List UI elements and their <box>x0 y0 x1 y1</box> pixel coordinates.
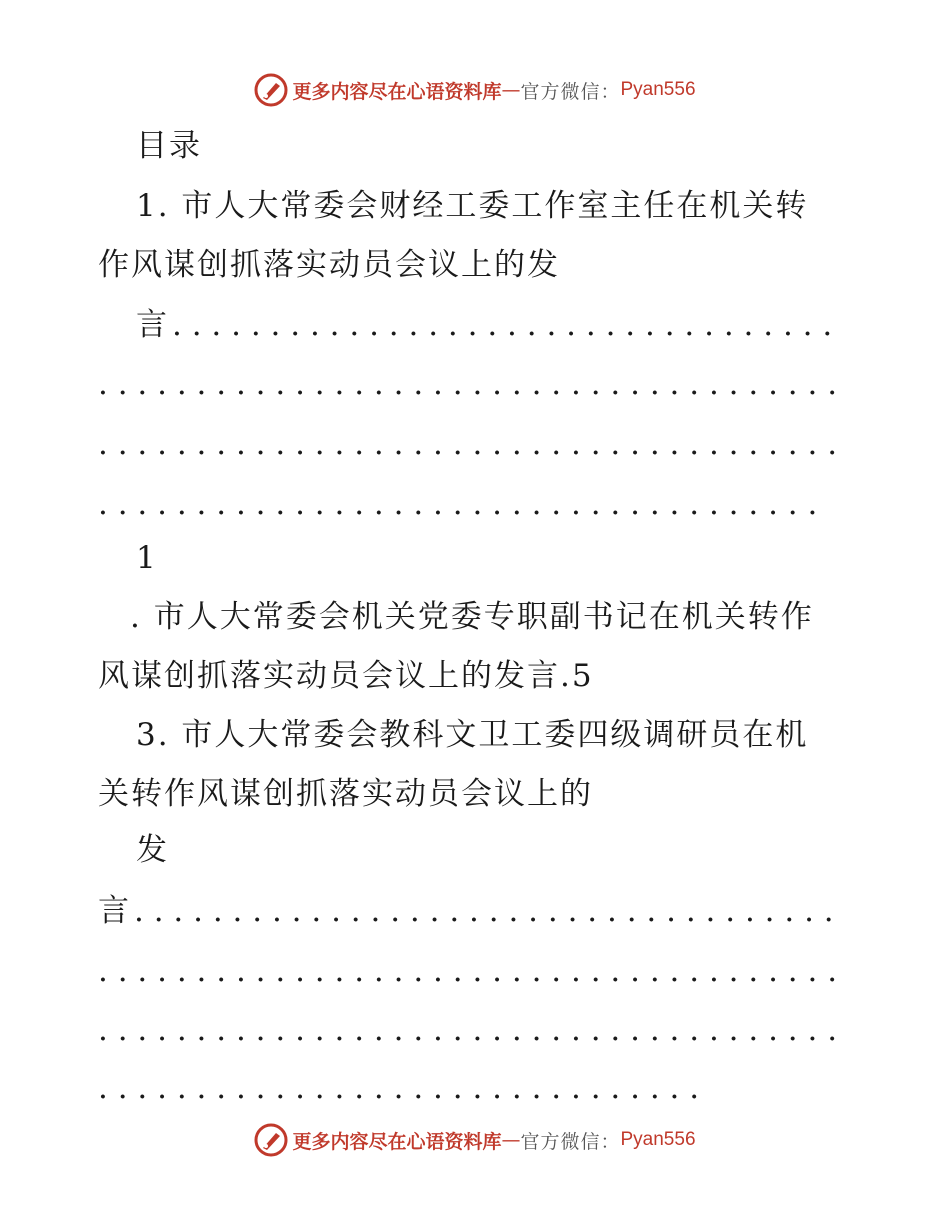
toc-entry-3-line-4: 言 <box>98 893 131 929</box>
toc-entry-3-line-2: 关转作风谋创抓落实动员会议上的 <box>98 776 593 812</box>
toc-heading: 目录 <box>136 128 202 164</box>
toc-leader-dots <box>98 951 843 991</box>
footer-banner <box>0 1120 950 1160</box>
toc-entry-1-line-2: 作风谋创抓落实动员会议上的发 <box>98 247 560 283</box>
toc-entry-2-line-2: 风谋创抓落实动员会议上的发言.5 <box>98 658 594 694</box>
banner-wechat-label: 官方微信： <box>520 1130 621 1153</box>
toc-entry-1-line-1: 1. 市人大常委会财经工委工作室主任在机关转 <box>136 188 809 224</box>
banner-brand: 更多内容尽在心语资料库 <box>292 80 502 103</box>
pen-logo-icon <box>254 1123 288 1157</box>
banner-separator: — <box>501 79 521 101</box>
banner-brand: 更多内容尽在心语资料库 <box>292 1130 502 1153</box>
toc-leader-dots <box>98 1068 706 1108</box>
toc-leader-dots <box>98 1010 843 1050</box>
toc-leader-dots <box>98 484 826 524</box>
toc-entry-3-line-1: 3. 市人大常委会教科文卫工委四级调研员在机 <box>136 717 809 753</box>
pen-logo-icon <box>254 73 288 107</box>
toc-leader-dots <box>134 891 844 931</box>
toc-entry-3-line-3: 发 <box>136 832 169 868</box>
toc-leader-dots <box>98 364 843 404</box>
banner-account: Pyan556 <box>620 79 696 100</box>
toc-entry-2-line-1: . 市人大常委会机关党委专职副书记在机关转作 <box>130 599 814 635</box>
banner-separator: — <box>501 1129 521 1151</box>
banner-wechat-label: 官方微信： <box>520 80 621 103</box>
toc-leader-dots <box>172 305 844 345</box>
toc-entry-1-page: 1 <box>136 540 158 576</box>
banner-account: Pyan556 <box>620 1129 696 1150</box>
toc-leader-dots <box>98 424 843 464</box>
toc-entry-1-line-3: 言 <box>136 307 169 343</box>
header-banner <box>0 70 950 110</box>
